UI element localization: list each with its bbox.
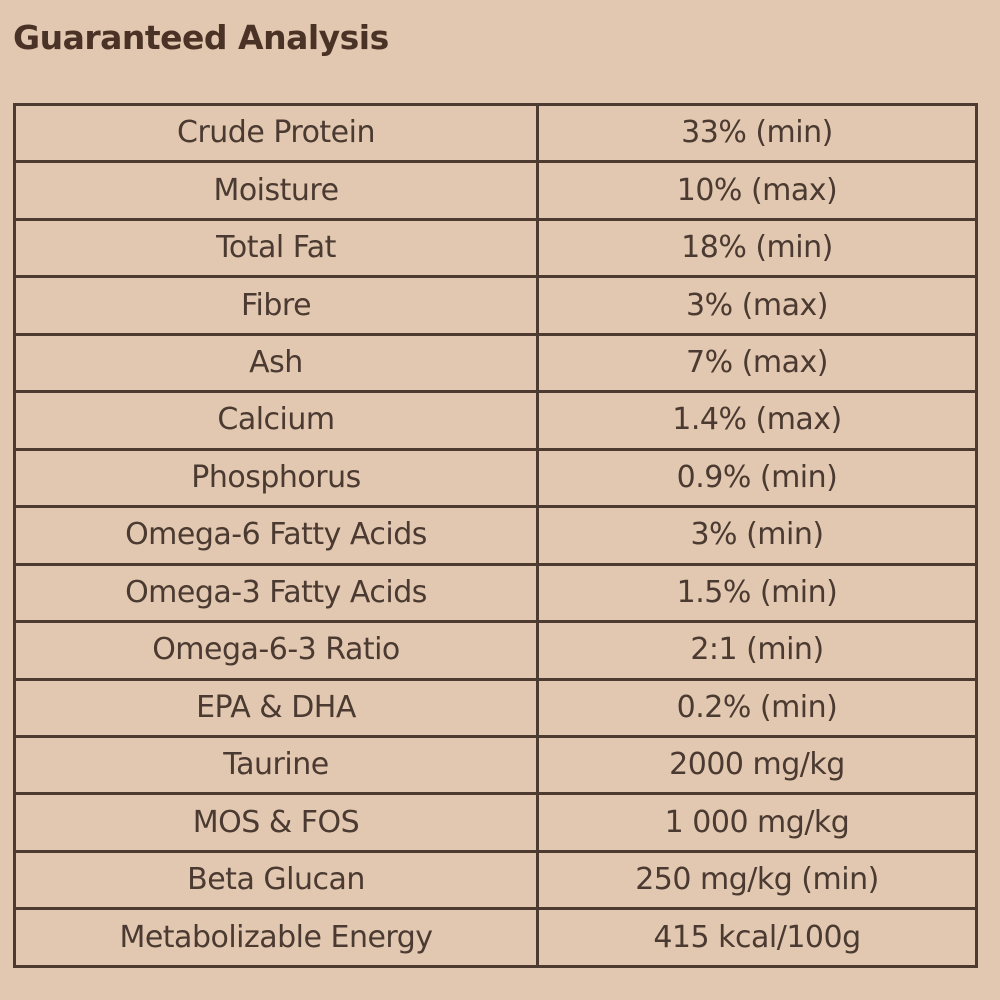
nutrient-name-cell: Metabolizable Energy	[15, 909, 538, 967]
nutrient-name-cell: EPA & DHA	[15, 679, 538, 736]
nutrient-name-cell: Ash	[15, 334, 538, 391]
table-row	[15, 507, 977, 564]
nutrient-value-cell: 0.9% (min)	[538, 449, 977, 506]
nutrient-value-cell: 1.5% (min)	[538, 564, 977, 621]
analysis-table-body	[15, 105, 977, 967]
nutrient-value-cell: 250 mg/kg (min)	[538, 851, 977, 908]
nutrient-value-cell: 415 kcal/100g	[538, 909, 977, 967]
nutrient-value-cell: 2:1 (min)	[538, 622, 977, 679]
table-row	[15, 449, 977, 506]
nutrient-value-cell: 0.2% (min)	[538, 679, 977, 736]
table-row	[15, 334, 977, 391]
nutrient-name-cell: Total Fat	[15, 219, 538, 276]
table-row	[15, 392, 977, 449]
table-row	[15, 564, 977, 621]
nutrient-name-cell: MOS & FOS	[15, 794, 538, 851]
table-row	[15, 277, 977, 334]
table-row	[15, 736, 977, 793]
nutrient-value-cell: 33% (min)	[538, 105, 977, 162]
nutrient-name-cell: Phosphorus	[15, 449, 538, 506]
table-row	[15, 851, 977, 908]
nutrient-name-cell: Beta Glucan	[15, 851, 538, 908]
nutrient-name-cell: Omega-6-3 Ratio	[15, 622, 538, 679]
table-row	[15, 162, 977, 219]
analysis-table	[13, 103, 978, 968]
nutrient-name-cell: Omega-3 Fatty Acids	[15, 564, 538, 621]
page-title: Guaranteed Analysis	[13, 18, 389, 57]
nutrient-name-cell: Moisture	[15, 162, 538, 219]
nutrient-name-cell: Calcium	[15, 392, 538, 449]
table-row	[15, 794, 977, 851]
nutrient-value-cell: 1 000 mg/kg	[538, 794, 977, 851]
nutrient-value-cell: 3% (min)	[538, 507, 977, 564]
nutrient-value-cell: 2000 mg/kg	[538, 736, 977, 793]
nutrient-value-cell: 3% (max)	[538, 277, 977, 334]
nutrient-value-cell: 10% (max)	[538, 162, 977, 219]
table-row	[15, 909, 977, 967]
nutrient-value-cell: 1.4% (max)	[538, 392, 977, 449]
table-row	[15, 622, 977, 679]
table-row	[15, 105, 977, 162]
nutrient-name-cell: Crude Protein	[15, 105, 538, 162]
nutrient-name-cell: Taurine	[15, 736, 538, 793]
nutrient-value-cell: 7% (max)	[538, 334, 977, 391]
table-row	[15, 219, 977, 276]
nutrient-name-cell: Omega-6 Fatty Acids	[15, 507, 538, 564]
table-row	[15, 679, 977, 736]
nutrient-name-cell: Fibre	[15, 277, 538, 334]
nutrient-value-cell: 18% (min)	[538, 219, 977, 276]
